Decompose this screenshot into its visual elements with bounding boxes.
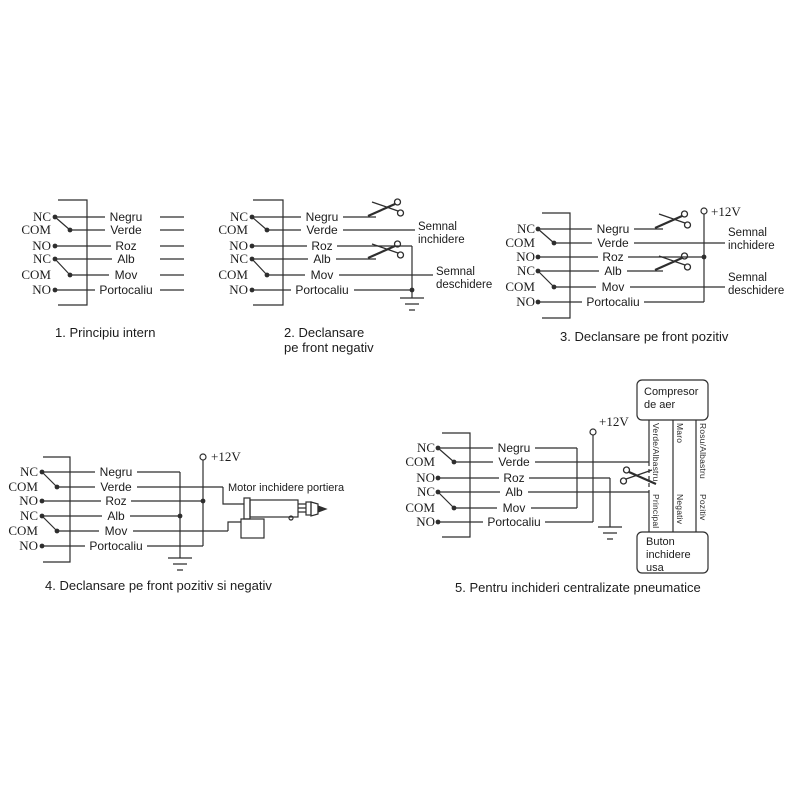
wire-label: Portocaliu [586,295,640,309]
motor-label: Motor inchidere portiera [228,482,345,494]
pipe-label-negativ: Negativ [675,494,685,525]
terminal-label: NO [229,282,248,297]
scissors-icon [655,253,691,270]
wire-label: Mov [114,268,138,282]
signal-open-label: Semnal deschidere [728,272,785,297]
wire-label: Verde [306,223,338,237]
wire-label: Verde [100,480,132,494]
scissors-icon [655,211,691,228]
wire-label: Roz [503,471,525,485]
wire-label: Mov [104,524,128,538]
compressor-label: Compresor de aer [644,386,699,411]
wire-label: Verde [498,455,530,469]
plus12v-label: +12V [599,414,629,429]
plus12v-label: +12V [211,449,241,464]
caption-4: 4. Declansare pe front pozitiv si negativ [45,578,272,593]
wire-label: Roz [311,239,333,253]
wire-label: Alb [505,485,523,499]
wire-label: Portocaliu [487,515,541,529]
wire-label: Roz [602,250,624,264]
terminal-label: COM [218,222,248,237]
terminal-label: NC [32,209,51,224]
terminal-label: NC [19,464,38,479]
wire-label: Portocaliu [295,283,349,297]
plus12v-terminal [701,208,707,214]
terminal-label: COM [21,222,51,237]
wire-label: Negru [109,210,143,224]
pipe-label-rosu-albastru: Rosu/Albastru [698,423,708,479]
terminal-label: NC [416,440,435,455]
pipe-label-principal: Principal [651,494,661,529]
scissors-icon [368,199,404,216]
terminal-label: NC [229,251,248,266]
caption-2-line2: pe front negativ [284,340,374,355]
wire-label: Mov [601,280,625,294]
terminal-label: COM [8,479,38,494]
terminal-label: COM [505,235,535,250]
plus12v-terminal [200,454,206,460]
wire-label: Verde [110,223,142,237]
terminal-label: NC [229,209,248,224]
signal-open-label: Semnal deschidere [436,266,493,291]
terminal-label: NO [516,249,535,264]
caption-5: 5. Pentru inchideri centralizate pneumatice [455,580,701,595]
terminal-label: COM [21,267,51,282]
wire-label: Alb [313,252,331,266]
terminal-label: NO [229,238,248,253]
wire-label: Verde [597,236,629,250]
terminal-label: NO [19,538,38,553]
wire-label: Mov [310,268,334,282]
wire-label: Negru [596,222,630,236]
wire-label: Roz [115,239,137,253]
terminal-label: NC [19,508,38,523]
terminal-label: NO [32,282,51,297]
terminal-label: NC [516,221,535,236]
pipe-label-verde-albastru: Verde/Albastru [651,423,661,482]
signal-close-label: Semnal inchidere [418,221,465,246]
terminal-label: COM [218,267,248,282]
wire-label: Roz [105,494,127,508]
terminal-label: NO [19,493,38,508]
terminal-label: NO [416,514,435,529]
terminal-label: COM [505,279,535,294]
button-label: Buton inchidere usa [646,536,691,574]
signal-close-label: Semnal inchidere [728,227,775,252]
wire-label: Portocaliu [99,283,153,297]
wire-label: Negru [99,465,133,479]
terminal-label: NC [32,251,51,266]
terminal-label: COM [405,500,435,515]
terminal-label: NO [32,238,51,253]
wire-label: Portocaliu [89,539,143,553]
plus12v-label: +12V [711,204,741,219]
terminal-label: NC [516,263,535,278]
wire-label: Negru [497,441,531,455]
terminal-label: NO [416,470,435,485]
terminal-label: COM [405,454,435,469]
terminal-label: COM [8,523,38,538]
plus12v-terminal [590,429,596,435]
pipe-label-pozitiv: Pozitiv [698,494,708,521]
wire-label: Alb [107,509,125,523]
motor-actuator-drawing [241,498,326,538]
ground-icon [400,290,424,310]
ground-icon [168,558,192,570]
wire-label: Alb [117,252,135,266]
wire-label: Negru [305,210,339,224]
scissors-icon [368,241,404,258]
caption-2-line1: 2. Declansare [284,325,365,340]
pipe-label-maro: Maro [675,423,685,444]
wire-label: Alb [604,264,622,278]
ground-icon [598,527,622,539]
terminal-label: NC [416,484,435,499]
caption-3: 3. Declansare pe front pozitiv [560,329,729,344]
caption-1: 1. Principiu intern [55,325,156,340]
terminal-label: NO [516,294,535,309]
wire-label: Mov [502,501,526,515]
